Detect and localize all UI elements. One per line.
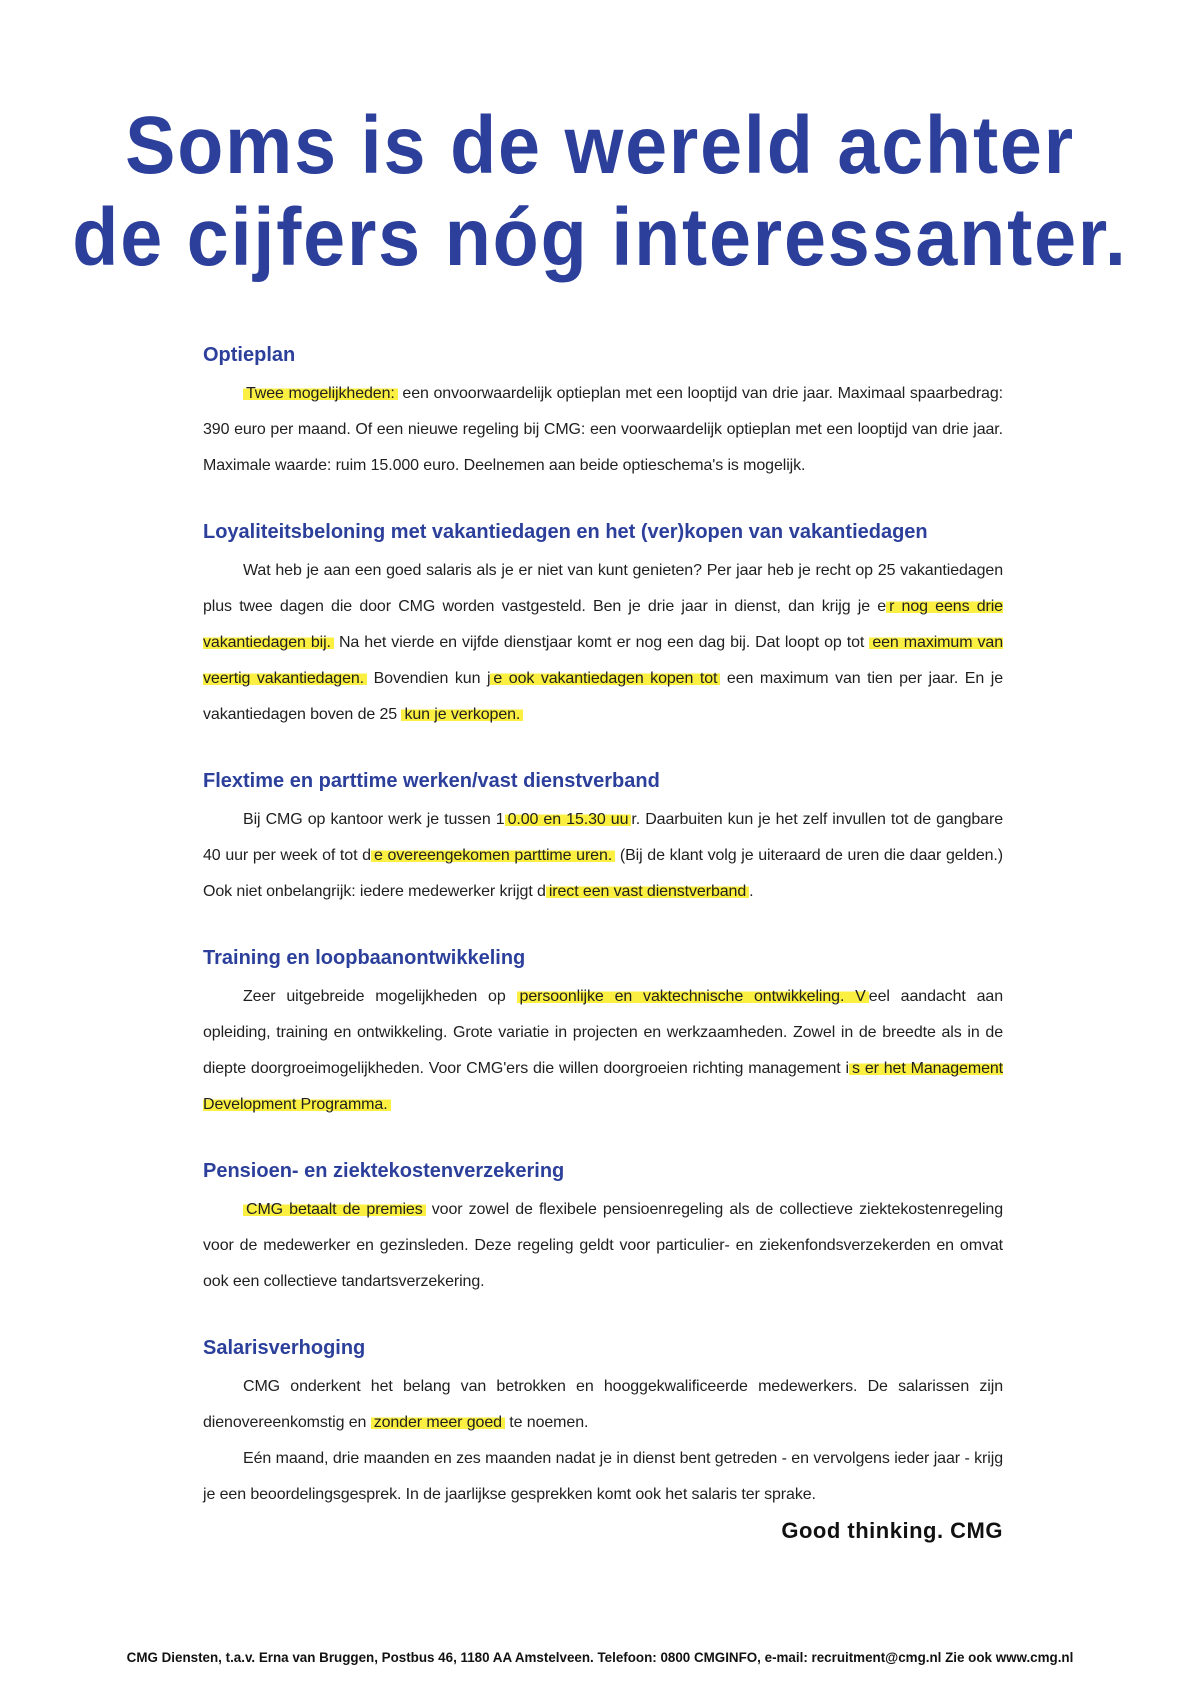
section-optieplan xyxy=(203,340,1003,484)
section-training xyxy=(203,943,1003,1123)
section-title: Training en loopbaanontwikkeling xyxy=(203,947,526,969)
text-run: eel aandacht aan opleiding, training en ontwikkeling. Grote variatie in projecten en werkzaamheden. Zowel in de breedte als in de diepte doorgroeimogelijkheden. Voor CMG'ers die willen doorgroeien richting management i xyxy=(203,988,1003,1077)
footer-contact: CMG Diensten, t.a.v. Erna van Bruggen, Postbus 46, 1180 AA Amstelveen. Telefoon: 0800 CMGINFO, e-mail: recruitment@cmg.nl Zie ook www.cmg.nl xyxy=(126,1650,1074,1665)
section-text xyxy=(203,1369,1003,1441)
section-text xyxy=(203,802,1003,910)
section-title: Loyaliteitsbeloning met vakantiedagen en het (ver)kopen van vakantiedagen xyxy=(203,521,928,543)
text-run: Wat heb je aan een goed salaris als je er niet van kunt genieten? Per jaar heb je recht op 25 vakantiedagen plus twee dagen die door CMG worden vastgesteld. Ben je drie jaar in dienst, dan krijg je e xyxy=(203,562,1003,615)
highlighted-text: CMG betaalt de premies xyxy=(243,1201,426,1218)
text-run: Bovendien kun j xyxy=(367,670,491,687)
highlighted-text: r nog eens drie vakantiedagen bij. xyxy=(203,598,1003,651)
section-pensioen xyxy=(203,1156,1003,1300)
section-text xyxy=(203,553,1003,733)
highlighted-text: irect een vast dienstverband xyxy=(546,883,749,900)
highlighted-text: 0.00 en 15.30 uu xyxy=(505,811,632,828)
text-run: . xyxy=(749,883,754,900)
section-loyaliteitsbeloning xyxy=(203,517,1003,733)
headline-line-1: Soms is de wereld achter xyxy=(125,100,1075,191)
section-text-2 xyxy=(203,1441,1003,1549)
text-run: Eén maand, drie maanden en zes maanden nadat je in dienst bent getreden - en vervolgens ieder jaar - krijg je een beoordelingsgesprek. In de jaarlijkse gesprekken komt ook het salaris ter sprake. xyxy=(203,1450,1003,1503)
section-title: Flextime en parttime werken/vast dienstverband xyxy=(203,770,660,792)
text-run: CMG onderkent het belang van betrokken en hooggekwalificeerde medewerkers. De salarissen zijn dienovereenkomstig en xyxy=(203,1378,1003,1431)
highlighted-text: e ook vakantiedagen kopen tot xyxy=(490,670,720,687)
signoff-logo-text: Good thinking. CMG xyxy=(781,1518,1003,1543)
text-run: Zeer uitgebreide mogelijkheden op xyxy=(243,988,517,1005)
section-salarisverhoging xyxy=(203,1333,1003,1549)
text-run: Na het vierde en vijfde dienstjaar komt er nog een dag bij. Dat loopt op tot xyxy=(333,634,870,651)
highlighted-text: kun je verkopen. xyxy=(401,706,523,723)
section-title: Pensioen- en ziektekostenverzekering xyxy=(203,1160,565,1182)
text-run: voor zowel de flexibele pensioenregeling als de collectieve ziektekostenregeling voor de medewerker en gezinsleden. Deze regeling geldt voor particulier- en ziekenfondsverzekerden en omvat ook een collectieve tandartsverzekering. xyxy=(203,1201,1003,1290)
highlighted-text: s er het Management Development Programma. xyxy=(203,1060,1004,1113)
text-run: een onvoorwaardelijk optieplan met een looptijd van drie jaar. Maximaal spaarbedrag: 390 euro per maand. Of een nieuwe regeling bij CMG: een voorwaardelijk optieplan met een looptijd van drie jaar. Maximale waarde: ruim 15.000 euro. Deelnemen aan beide optieschema's is mogelijk. xyxy=(203,385,1003,474)
body-content xyxy=(203,340,1003,1582)
highlighted-text: zonder meer goed xyxy=(371,1414,505,1431)
section-flextime xyxy=(203,766,1003,910)
text-run: (Bij de klant volg je uiteraard de uren die daar gelden.) Ook niet onbelangrijk: iedere medewerker krijgt d xyxy=(203,847,1004,900)
section-title: Salarisverhoging xyxy=(203,1337,366,1359)
highlighted-text: e overeengekomen parttime uren. xyxy=(371,847,615,864)
highlighted-text: Twee mogelijkheden: xyxy=(243,385,398,402)
headline-line-2: de cijfers nóg interessanter. xyxy=(72,192,1128,283)
section-text xyxy=(203,1192,1003,1300)
highlighted-text: persoonlijke en vaktechnische ontwikkeling. V xyxy=(517,988,869,1005)
highlighted-text: een maximum van veertig vakantiedagen. xyxy=(203,634,1003,687)
text-run: r. Daarbuiten kun je het zelf invullen tot de gangbare 40 uur per week of tot d xyxy=(203,811,1004,864)
headline xyxy=(48,100,1152,284)
text-run: een maximum van tien per jaar. En je vakantiedagen boven de 25 xyxy=(203,670,1003,723)
text-run: Bij CMG op kantoor werk je tussen 1 xyxy=(243,811,505,828)
section-title: Optieplan xyxy=(203,344,296,366)
section-text xyxy=(203,979,1003,1123)
section-text xyxy=(203,376,1003,484)
text-run: te noemen. xyxy=(504,1414,589,1431)
